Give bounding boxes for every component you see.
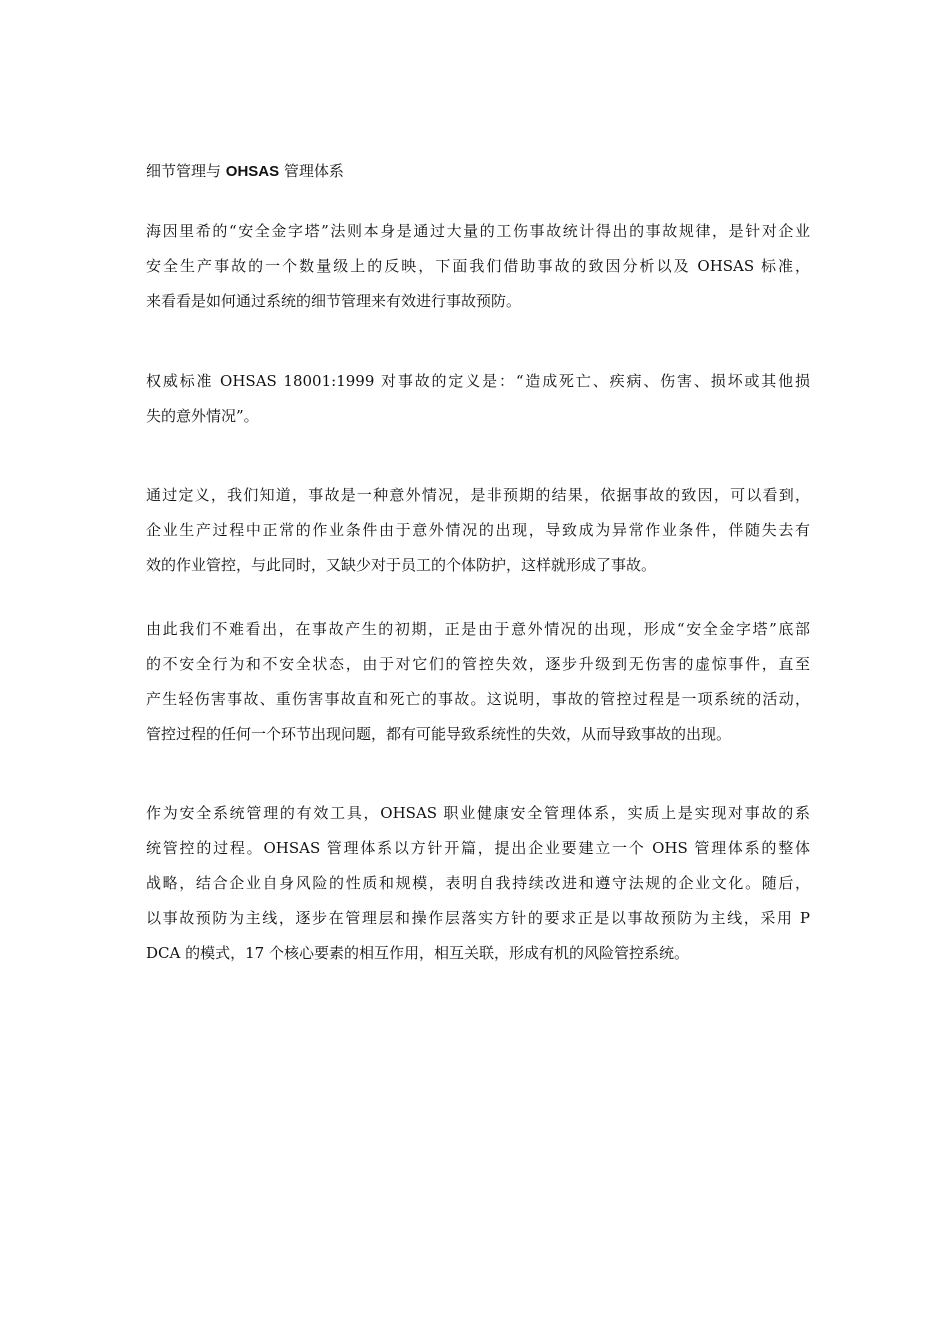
paragraph-line: 的不安全行为和不安全状态，由于对它们的管控失效，逐步升级到无伤害的虚惊事件，直至 [146, 655, 810, 673]
paragraph-line: 产生轻伤害事故、重伤害事故直和死亡的事故。这说明，事故的管控过程是一项系统的活动， [146, 690, 810, 708]
title-bold-term: OHSAS [225, 163, 280, 180]
paragraph-4 [146, 612, 810, 752]
paragraph-5 [146, 796, 810, 971]
paragraph-line: 海因里希的“安全金字塔”法则本身是通过大量的工伤事故统计得出的事故规律，是针对企业 [146, 222, 810, 240]
paragraph-line: 统管控的过程。OHSAS 管理体系以方针开篇，提出企业要建立一个 OHS 管理体系的整体 [146, 839, 810, 857]
paragraph-line: 企业生产过程中正常的作业条件由于意外情况的出现，导致成为异常作业条件，伴随失去有 [146, 521, 810, 539]
paragraph-line: 由此我们不难看出，在事故产生的初期，正是由于意外情况的出现，形成“安全金字塔”底部 [146, 620, 810, 638]
paragraph-line: 通过定义，我们知道，事故是一种意外情况，是非预期的结果，依据事故的致因，可以看到， [146, 486, 810, 504]
paragraph-line: 以事故预防为主线，逐步在管理层和操作层落实方针的要求正是以事故预防为主线，采用 P [146, 909, 810, 927]
paragraph-line: 失的意外情况”。 [146, 407, 259, 425]
title-suffix: 管理体系 [279, 162, 344, 180]
paragraph-line: 战略，结合企业自身风险的性质和规模，表明自我持续改进和遵守法规的企业文化。随后， [146, 874, 810, 892]
paragraph-line: 权威标准 OHSAS 18001:1999 对事故的定义是：“造成死亡、疾病、伤害、损坏或其他损 [146, 372, 810, 390]
document-title [146, 160, 344, 183]
paragraph-2 [146, 364, 810, 434]
paragraph-line: 管控过程的任何一个环节出现问题，都有可能导致系统性的失效，从而导致事故的出现。 [146, 725, 732, 743]
paragraph-line: 来看看是如何通过系统的细节管理来有效进行事故预防。 [146, 292, 522, 310]
title-prefix: 细节管理与 [146, 162, 226, 180]
paragraph-line: 效的作业管控，与此同时，又缺少对于员工的个体防护，这样就形成了事故。 [146, 556, 657, 574]
paragraph-1 [146, 214, 810, 319]
paragraph-3 [146, 478, 810, 583]
paragraph-line: 安全生产事故的一个数量级上的反映，下面我们借助事故的致因分析以及 OHSAS 标准， [146, 257, 810, 275]
paragraph-line: 作为安全系统管理的有效工具，OHSAS 职业健康安全管理体系，实质上是实现对事故的系 [146, 804, 810, 822]
paragraph-line: DCA 的模式，17 个核心要素的相互作用，相互关联，形成有机的风险管控系统。 [146, 944, 689, 962]
